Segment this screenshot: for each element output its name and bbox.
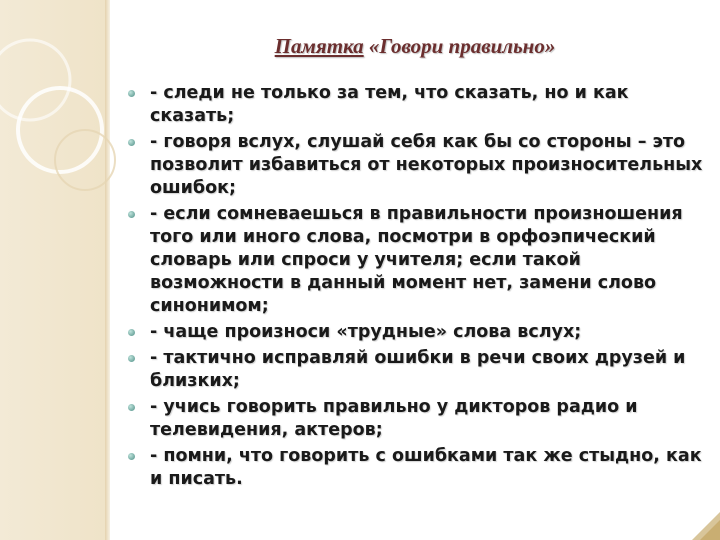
list-item: - помни, что говорить с ошибками так же стыдно, как и писать. [128,445,703,491]
teal-dot-icon [128,355,135,362]
teal-dot-icon [128,139,135,146]
list-item: - следи не только за тем, что сказать, но и как сказать; [128,82,703,128]
list-item: - тактично исправляй ошибки в речи своих друзей и близких; [128,347,703,393]
list-item: - если сомневаешься в правильности произношения того или иного слова, посмотри в орфоэпический словарь или спроси у учителя; если такой возможности в данный момент нет, замени слово синонимом; [128,203,703,318]
title-word-pamyatka: Памятка [274,34,364,58]
teal-dot-icon [128,211,135,218]
page-title [110,34,720,59]
page-corner-fold [700,520,720,540]
advice-list [128,82,703,494]
teal-dot-icon [128,329,135,336]
decorative-rings [0,0,130,220]
teal-dot-icon [128,453,135,460]
list-item: - говоря вслух, слушай себя как бы со стороны – это позволит избавиться от некоторых произносительных ошибок; [128,131,703,200]
teal-dot-icon [128,404,135,411]
list-item: - чаще произноси «трудные» слова вслух; [128,321,703,344]
list-item: - учись говорить правильно у дикторов радио и телевидения, актеров; [128,396,703,442]
teal-dot-icon [128,90,135,97]
title-subtitle: «Говори правильно» [363,34,556,58]
